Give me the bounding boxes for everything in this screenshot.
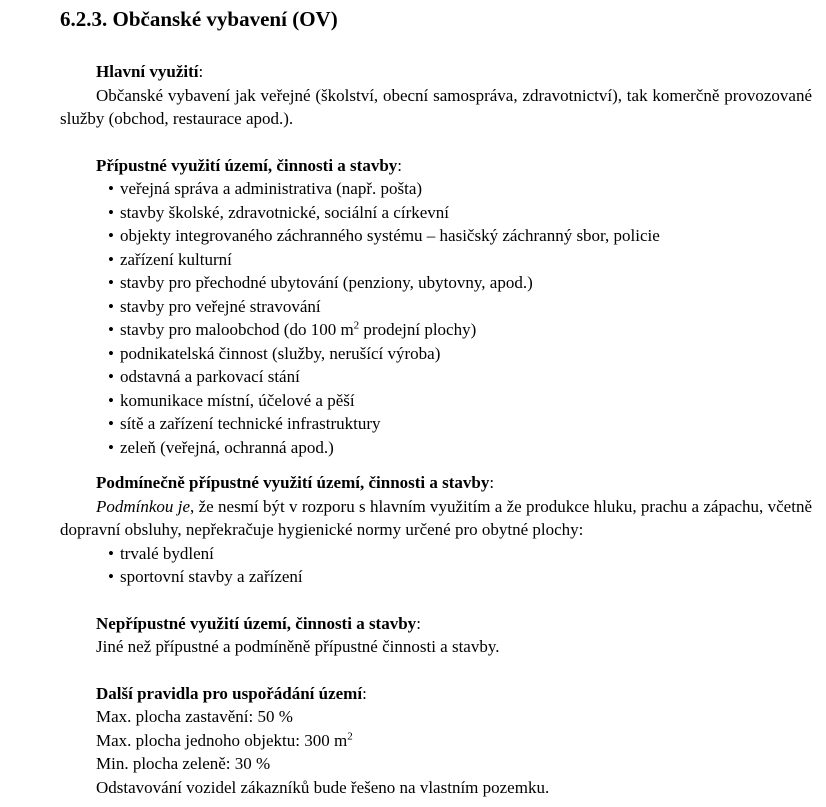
heading-colon: : bbox=[198, 62, 204, 81]
paragraph: Jiné než přípustné a podmíněně přípustné činnosti a stavby. bbox=[96, 637, 500, 656]
bullet-marker: • bbox=[108, 414, 114, 433]
list-item bbox=[108, 248, 812, 272]
paragraph bbox=[60, 495, 812, 542]
list-item-maloobchod bbox=[108, 318, 812, 342]
page-title: 6.2.3. Občanské vybavení (OV) bbox=[60, 7, 338, 31]
list-item-text: objekty integrovaného záchranného systému – hasičský záchranný sbor, policie bbox=[119, 226, 660, 245]
list-item bbox=[108, 224, 812, 248]
list-item-text: odstavná a parkovací stání bbox=[119, 367, 300, 386]
list-item-text: sportovní stavby a zařízení bbox=[119, 567, 303, 586]
heading-colon: : bbox=[362, 683, 367, 703]
list-item bbox=[108, 542, 812, 566]
list-item-text: stavby pro veřejné stravování bbox=[119, 296, 321, 316]
bullet-marker: • bbox=[108, 249, 114, 269]
section-heading bbox=[96, 471, 812, 495]
section-heading bbox=[96, 60, 812, 84]
heading-colon: : bbox=[416, 613, 421, 633]
conditional-uses-list bbox=[60, 542, 812, 589]
bullet-marker: • bbox=[108, 567, 114, 586]
rule-line-objekt bbox=[60, 729, 812, 753]
section-podminecne-pripustne bbox=[60, 471, 812, 589]
permissible-uses-list bbox=[60, 177, 812, 459]
list-item bbox=[108, 201, 812, 225]
list-item bbox=[108, 271, 812, 295]
list-item bbox=[108, 389, 812, 413]
condition-lead-italic: Podmínkou je bbox=[96, 496, 191, 516]
heading-colon: : bbox=[397, 155, 403, 175]
section-heading-text: Podmínečně přípustné využití území, činnosti a stavby bbox=[96, 473, 490, 492]
rule-line: Max. plocha zastavění: 50 % bbox=[96, 707, 293, 726]
list-item bbox=[108, 565, 812, 589]
bullet-marker: • bbox=[108, 320, 114, 339]
list-item-text: zeleň (veřejná, ochranná apod.) bbox=[119, 437, 334, 457]
section-heading-text: Další pravidla pro uspořádání území bbox=[96, 683, 363, 703]
section-heading bbox=[96, 154, 812, 178]
rule-line-text: Max. plocha jednoho objektu: 300 m bbox=[96, 730, 348, 750]
bullet-marker: • bbox=[108, 343, 114, 363]
list-item bbox=[108, 365, 812, 389]
section-heading-text: Hlavní využití bbox=[96, 62, 199, 81]
list-item bbox=[108, 177, 812, 201]
list-item-text: sítě a zařízení technické infrastruktury bbox=[119, 414, 381, 433]
heading-colon: : bbox=[489, 473, 495, 492]
section-hlavni-vyuziti bbox=[60, 60, 812, 131]
paragraph-text: , že nesmí být v rozporu s hlavním využitím a že produkce hluku, prachu a zápachu, včetně dopravní obsluhy, nepřekračuje hygienické normy určené pro obytné plochy: bbox=[60, 496, 812, 539]
section-dalsi-pravidla bbox=[60, 682, 812, 800]
bullet-marker: • bbox=[108, 226, 114, 245]
superscript: 2 bbox=[347, 729, 353, 742]
bullet-marker: • bbox=[108, 202, 114, 222]
superscript: 2 bbox=[353, 319, 360, 332]
rule-line: Min. plocha zeleně: 30 % bbox=[96, 754, 271, 773]
list-item bbox=[108, 342, 812, 366]
bullet-marker: • bbox=[108, 390, 114, 410]
list-item-text: trvalé bydlení bbox=[119, 543, 214, 563]
bullet-marker: • bbox=[108, 437, 114, 457]
bullet-marker: • bbox=[108, 179, 114, 198]
section-heading-text: Přípustné využití území, činnosti a stavby bbox=[96, 155, 398, 175]
bullet-marker: • bbox=[108, 296, 114, 316]
section-heading bbox=[96, 612, 812, 636]
list-item-text: stavby školské, zdravotnické, sociální a církevní bbox=[119, 202, 449, 222]
section-nepripustne-vyuziti bbox=[60, 612, 812, 659]
list-item bbox=[108, 295, 812, 319]
section-heading bbox=[96, 682, 812, 706]
list-item-text: zařízení kulturní bbox=[119, 249, 232, 269]
list-item bbox=[108, 412, 812, 436]
paragraph: Občanské vybavení jak veřejné (školství, obecní samospráva, zdravotnictví), tak komerčně provozované služby (obchod, restaurace apod.). bbox=[60, 85, 812, 128]
section-pripustne-vyuziti bbox=[60, 154, 812, 460]
list-item-text: komunikace místní, účelové a pěší bbox=[119, 390, 355, 410]
list-item-text: stavby pro přechodné ubytování (penziony, ubytovny, apod.) bbox=[119, 273, 533, 292]
bullet-marker: • bbox=[108, 273, 114, 292]
bullet-marker: • bbox=[108, 543, 114, 563]
list-item bbox=[108, 436, 812, 460]
list-item-text: veřejná správa a administrativa (např. pošta) bbox=[119, 179, 423, 198]
list-item-text: stavby pro maloobchod (do 100 m bbox=[119, 320, 354, 339]
bullet-marker: • bbox=[108, 367, 114, 386]
list-item-text: prodejní plochy) bbox=[359, 320, 477, 339]
section-heading-text: Nepřípustné využití území, činnosti a stavby bbox=[96, 613, 417, 633]
list-item-text: podnikatelská činnost (služby, nerušící výroba) bbox=[119, 343, 441, 363]
rule-line: Odstavování vozidel zákazníků bude řešeno na vlastním pozemku. bbox=[96, 777, 550, 797]
